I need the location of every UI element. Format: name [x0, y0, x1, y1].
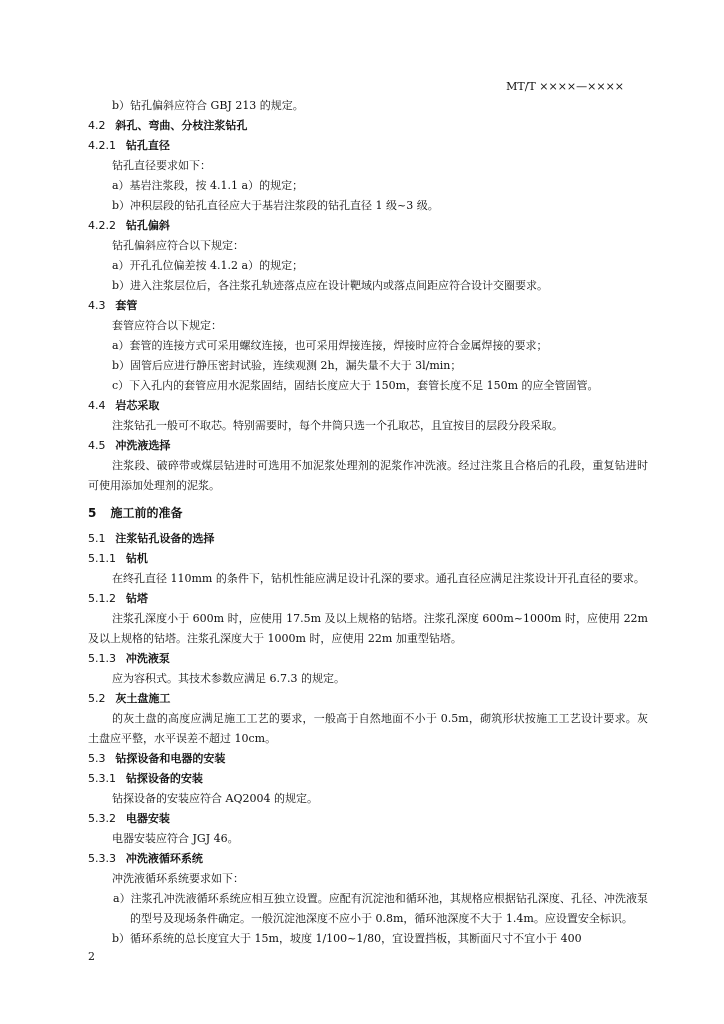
section-title: 钻孔偏斜: [125, 219, 170, 232]
chapter-heading-5: [88, 504, 648, 521]
list-item: a）基岩注浆段，按 4.1.1 a）的规定；: [112, 179, 304, 192]
paragraph: 的灰土盘的高度应满足施工工艺的要求，一般高于自然地面不小于 0.5m，砌筑形状按施工工艺设计要求。灰土盘应平整，水平误差不超过 10cm。: [88, 712, 648, 745]
section-number: 4.2.1: [88, 139, 116, 152]
chapter-title: 施工前的准备: [110, 506, 183, 520]
section-title: 注浆钻孔设备的选择: [115, 532, 215, 545]
section-number: 5.3.2: [88, 812, 116, 825]
section-number: 5.1.1: [88, 552, 116, 565]
page-number: 2: [88, 950, 95, 963]
section-title: 套管: [115, 299, 138, 312]
page-content: [88, 96, 648, 949]
section-title: 钻机: [125, 552, 148, 565]
text-line: 冲洗液循环系统要求如下：: [112, 872, 244, 885]
text-line: 注浆钻孔一般可不取芯。特别需要时，每个井筒只选一个孔取芯，且宜按目的层段分段采取。: [112, 419, 563, 432]
text-line: 电器安装应符合 JGJ 46。: [112, 832, 239, 845]
text-line: 应为容积式。其技术参数应满足 6.7.3 的规定。: [112, 672, 345, 685]
section-number: 5.1.2: [88, 592, 116, 605]
section-heading-5-3-1: [88, 769, 648, 789]
section-number: 5.2: [88, 692, 106, 705]
section-heading-4-2: [88, 116, 648, 136]
section-number: 4.5: [88, 439, 106, 452]
section-title: 冲洗液循环系统: [125, 852, 203, 865]
section-heading-5-2: [88, 689, 648, 709]
section-number: 4.4: [88, 399, 106, 412]
list-item: a）注浆孔冲洗液循环系统应相互独立设置。应配有沉淀池和循环池，其规格应根据钻孔深度、孔径、冲洗液泵的型号及现场条件确定。一般沉淀池深度不应小于 0.8m，循环池深度不大于 1.4m。应设置安全标识。: [113, 892, 648, 925]
section-heading-5-1: [88, 529, 648, 549]
section-title: 冲洗液选择: [115, 439, 171, 452]
list-item: b）循环系统的总长度宜大于 15m，坡度 1/100~1/80，宜设置挡板，其断面尺寸不宜小于 400: [112, 932, 582, 945]
section-heading-4-2-2: [88, 216, 648, 236]
section-title: 岩芯采取: [115, 399, 160, 412]
section-title: 斜孔、弯曲、分枝注浆钻孔: [115, 119, 248, 132]
section-heading-4-4: [88, 396, 648, 416]
section-title: 电器安装: [125, 812, 170, 825]
section-heading-5-3-2: [88, 809, 648, 829]
section-number: 5.1.3: [88, 652, 116, 665]
section-number: 5.3.1: [88, 772, 116, 785]
standard-code: MT/T ××××—××××: [506, 80, 624, 93]
section-heading-5-3: [88, 749, 648, 769]
section-number: 5.3: [88, 752, 106, 765]
section-title: 钻孔直径: [125, 139, 170, 152]
list-item: a）开孔孔位偏差按 4.1.2 a）的规定；: [112, 259, 304, 272]
list-item: b）固管后应进行静压密封试验，连续观测 2h，漏失量不大于 3l/min；: [112, 359, 462, 372]
section-heading-4-3: [88, 296, 648, 316]
list-item: b）冲积层段的钻孔直径应大于基岩注浆段的钻孔直径 1 级~3 级。: [112, 199, 439, 212]
section-heading-5-3-3: [88, 849, 648, 869]
paragraph: 注浆段、破碎带或煤层钻进时可选用不加泥浆处理剂的泥浆作冲洗液。经过注浆且合格后的孔段，重复钻进时可使用添加处理剂的泥浆。: [88, 459, 648, 492]
section-title: 冲洗液泵: [125, 652, 170, 665]
section-heading-5-1-2: [88, 589, 648, 609]
section-heading-5-1-3: [88, 649, 648, 669]
section-title: 钻探设备的安装: [125, 772, 203, 785]
section-title: 灰土盘施工: [115, 692, 171, 705]
section-number: 5.3.3: [88, 852, 116, 865]
paragraph: 在终孔直径 110mm 的条件下，钻机性能应满足设计孔深的要求。通孔直径应满足注浆设计开孔直径的要求。: [112, 572, 645, 585]
text-line: 套管应符合以下规定：: [112, 319, 222, 332]
section-number: 4.2.2: [88, 219, 116, 232]
text-line: 钻探设备的安装应符合 AQ2004 的规定。: [112, 792, 318, 805]
section-number: 4.2: [88, 119, 106, 132]
text-line: 钻孔直径要求如下：: [112, 159, 211, 172]
section-heading-5-1-1: [88, 549, 648, 569]
chapter-number: 5: [88, 506, 97, 520]
list-item: c）下入孔内的套管应用水泥浆固结，固结长度应大于 150m，套管长度不足 150m 的应全管固管。: [112, 379, 599, 392]
section-title: 钻探设备和电器的安装: [115, 752, 226, 765]
list-item: a）套管的连接方式可采用螺纹连接，也可采用焊接连接，焊接时应符合金属焊接的要求；: [112, 339, 548, 352]
text-line: b）钻孔偏斜应符合 GBJ 213 的规定。: [112, 99, 304, 112]
paragraph: 注浆孔深度小于 600m 时，应使用 17.5m 及以上规格的钻塔。注浆孔深度 600m~1000m 时，应使用 22m 及以上规格的钻塔。注浆孔深度大于 1000m 时，应使用 22m 加重型钻塔。: [88, 612, 648, 645]
list-item: b）进入注浆层位后，各注浆孔轨迹落点应在设计靶域内或落点间距应符合设计交圈要求。: [112, 279, 549, 292]
section-heading-4-2-1: [88, 136, 648, 156]
section-number: 5.1: [88, 532, 106, 545]
text-line: 钻孔偏斜应符合以下规定：: [112, 239, 244, 252]
section-heading-4-5: [88, 436, 648, 456]
section-number: 4.3: [88, 299, 106, 312]
section-title: 钻塔: [125, 592, 148, 605]
